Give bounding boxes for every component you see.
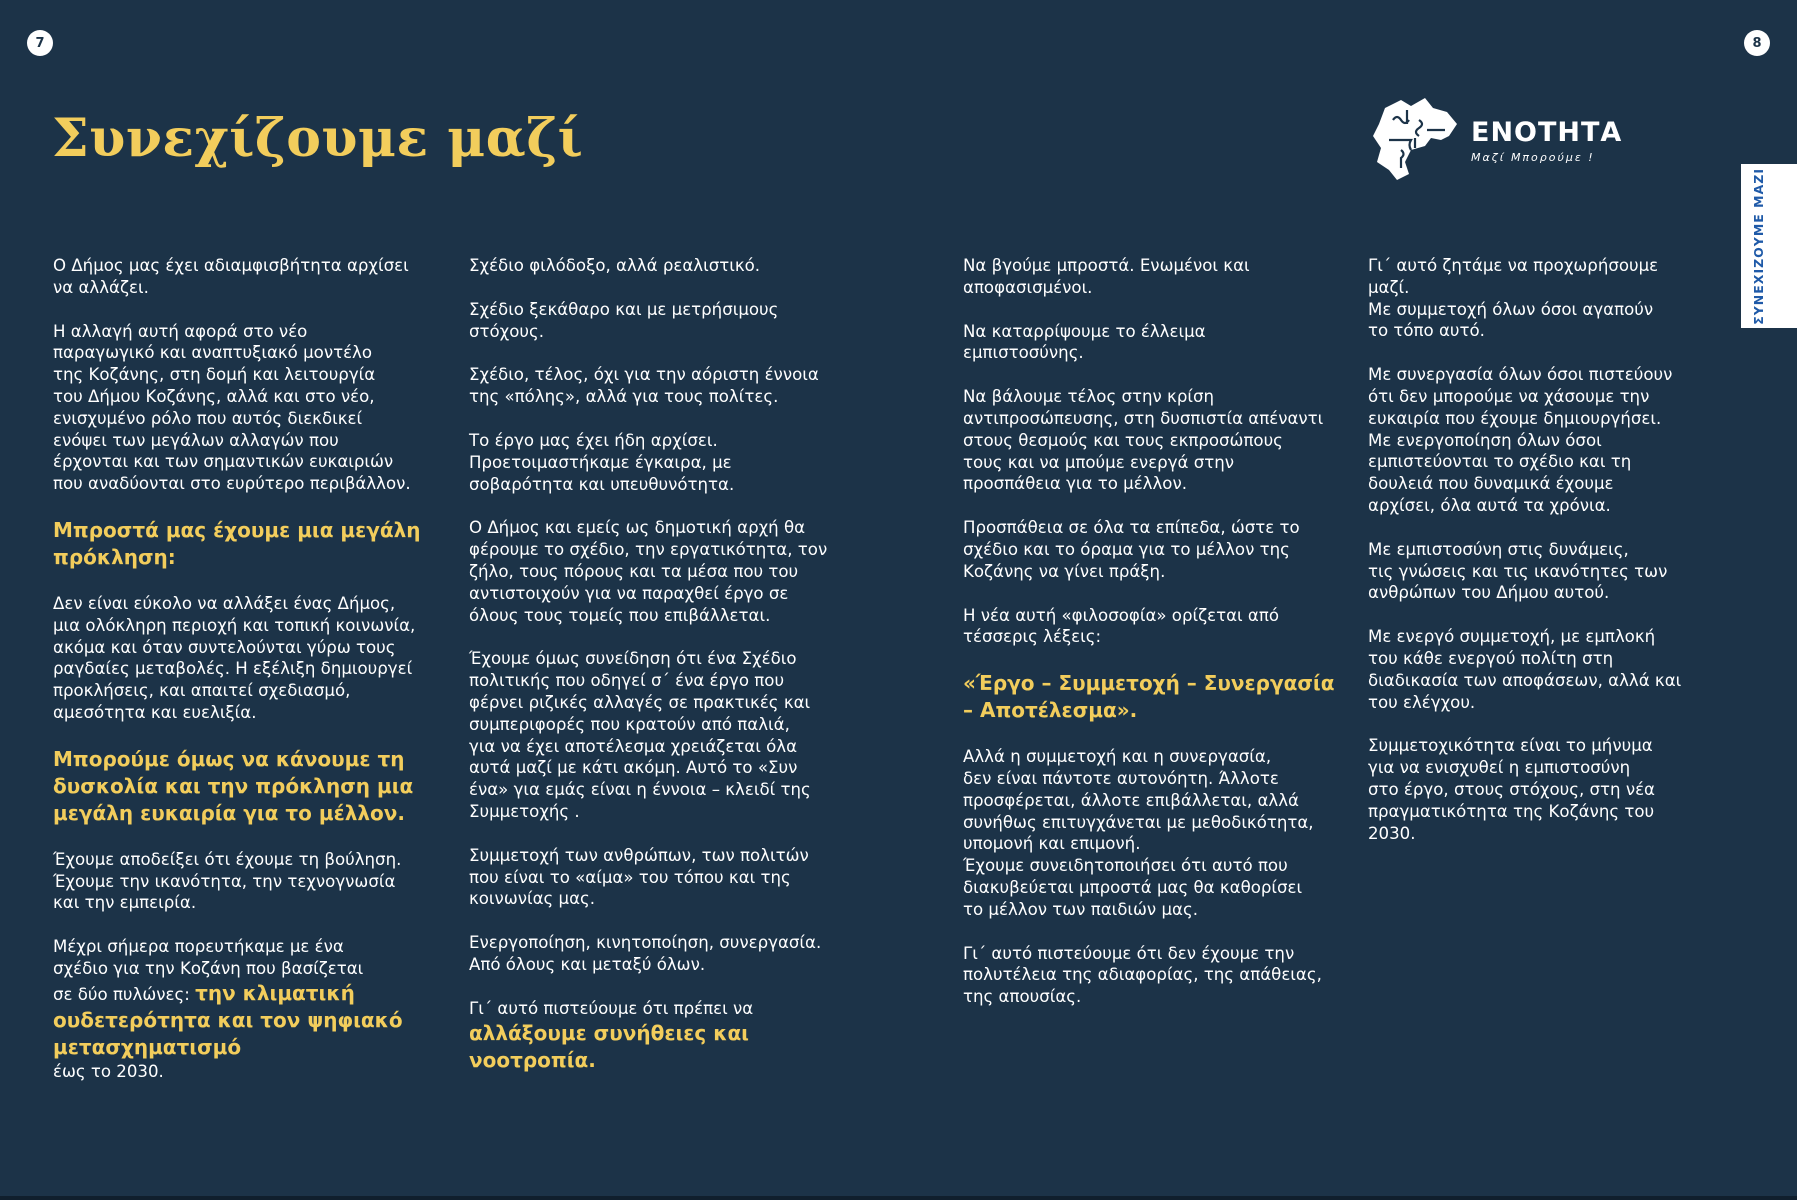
page-number-left: 7 bbox=[27, 30, 53, 56]
bottom-border bbox=[0, 1196, 1797, 1200]
paragraph: Γι΄ αυτό πιστεύουμε ότι δεν έχουμε την πολυτέλεια της αδιαφορίας, της απάθειας, της απουσίας. bbox=[963, 943, 1322, 1007]
highlight-text: την κλιματική ουδετερότητα και τον ψηφιακό μετασχηματισμό bbox=[53, 980, 403, 1059]
paragraph: Σχέδιο, τέλος, όχι για την αόριστη έννοια της «πόλης», αλλά για τους πολίτες. bbox=[469, 365, 819, 407]
paragraph: Δεν είναι εύκολο να αλλάξει ένας Δήμος, μια ολόκληρη περιοχή και τοπική κοινωνία, ακόμα και όταν συντελούνται γύρω τους ραγδαίες μεταβολές. Η εξέλιξη δημιουργεί προκλήσεις, και απαιτεί σχεδιασμό, αμεσότητα και ευελιξία. bbox=[53, 593, 416, 722]
highlight-heading: Μπροστά μας έχουμε μια μεγάλη πρόκληση: bbox=[53, 517, 421, 569]
column-3 bbox=[963, 255, 1348, 1030]
logo-name: ΕΝΟΤΗΤΑ bbox=[1471, 116, 1623, 148]
paragraph: Να καταρρίψουμε το έλλειμα εμπιστοσύνης. bbox=[963, 321, 1206, 363]
paragraph: Η αλλαγή αυτή αφορά στο νέο παραγωγικό και αναπτυξιακό μοντέλο της Κοζάνης, στη δομή και λειτουργία του Δήμου Κοζάνης, αλλά και στο νέο, ενισχυμένο ρόλο που αυτός διεκδικεί ενόψει των μεγάλων αλλαγών που έρχονται και των σημαντικών ευκαιριών που αναδύονται στο ευρύτερο περιβάλλον. bbox=[53, 321, 411, 494]
highlight-heading: «Έργο – Συμμετοχή – Συνεργασία – Αποτέλεσμα». bbox=[963, 671, 1335, 723]
logo bbox=[1367, 90, 1622, 186]
paragraph: Με ενεργό συμμετοχή, με εμπλοκή του κάθε ενεργού πολίτη στη διαδικασία των αποφάσεων, αλλά και του ελέγχου. bbox=[1368, 627, 1682, 712]
column-1 bbox=[53, 255, 438, 1105]
paragraph-with-highlight bbox=[469, 998, 859, 1074]
page-number-right: 8 bbox=[1744, 30, 1770, 56]
paragraph: Η νέα αυτή «φιλοσοφία» ορίζεται από τέσσερις λέξεις: bbox=[963, 605, 1280, 647]
page-title: Συνεχίζουμε μαζί bbox=[52, 108, 584, 169]
paragraph-with-highlight bbox=[53, 936, 438, 1082]
paragraph: Το έργο μας έχει ήδη αρχίσει. Προετοιμαστήκαμε έγκαιρα, με σοβαρότητα και υπευθυνότητα. bbox=[469, 430, 735, 494]
paragraph: Σχέδιο ξεκάθαρο και με μετρήσιμους στόχους. bbox=[469, 299, 779, 341]
column-4 bbox=[1368, 255, 1713, 866]
paragraph: Συμμετοχή των ανθρώπων, των πολιτών που είναι το «αίμα» του τόπου και της κοινωνίας μας. bbox=[469, 845, 809, 909]
paragraph: Συμμετοχικότητα είναι το μήνυμα για να ενισχυθεί η εμπιστοσύνη στο έργο, στους στόχους, στη νέα πραγματικότητα της Κοζάνης του 2030. bbox=[1368, 736, 1655, 843]
side-tab[interactable] bbox=[1741, 164, 1797, 328]
text: Μέχρι σήμερα πορευτήκαμε με ένα σχέδιο για την Κοζάνη που βασίζεται σε δύο πυλώνες: bbox=[53, 937, 364, 1004]
paragraph: Με συνεργασία όλων όσοι πιστεύουν ότι δεν μπορούμε να χάσουμε την ευκαιρία που έχουμε δημιουργήσει. Με ενεργοποίηση όλων όσοι εμπιστεύονται το σχέδιο και τη δουλειά που δυναμικά έχουμε αρχίσει, όλα αυτά τα χρόνια. bbox=[1368, 365, 1673, 515]
paragraph: Αλλά η συμμετοχή και η συνεργασία, δεν είναι πάντοτε αυτονόητη. Άλλοτε προσφέρεται, άλλοτε επιβάλλεται, αλλά συνήθως επιτυγχάνεται με μεθοδικότητα, υπομονή και επιμονή. Έχουμε συνειδητοποιήσει ότι αυτό που διακυβεύεται μπροστά μας θα καθορίσει το μέλλον των παιδιών μας. bbox=[963, 747, 1314, 919]
side-tab-label: ΣΥΝΕΧΙΖΟΥΜΕ ΜΑΖΙ bbox=[1751, 167, 1766, 325]
text: Γι΄ αυτό πιστεύουμε ότι πρέπει να bbox=[469, 998, 754, 1018]
text: έως το 2030. bbox=[53, 1061, 164, 1081]
paragraph: Ο Δήμος και εμείς ως δημοτική αρχή θα φέρουμε το σχέδιο, την εργατικότητα, τον ζήλο, τους πόρους και τα μέσα που του αντιστοιχούν για να παραχθεί έργο σε όλους τους τομείς που επιβάλλεται. bbox=[469, 518, 828, 625]
paragraph: Έχουμε όμως συνείδηση ότι ένα Σχέδιο πολιτικής που οδηγεί σ΄ ένα έργο που φέρνει ριζικές αλλαγές σε πρακτικές και συμπεριφορές που κρατούν από παλιά, για να έχει αποτέλεσμα χρειάζεται όλα αυτά μαζί με κάτι ακόμη. Αυτό το «Συν ένα» για εμάς είναι η έννοια – κλειδί της Συμμετοχής . bbox=[469, 649, 811, 821]
highlight-heading: Μπορούμε όμως να κάνουμε τη δυσκολία και την πρόκληση μια μεγάλη ευκαιρία για το μέλλον. bbox=[53, 746, 414, 825]
paragraph: Να βγούμε μπροστά. Ενωμένοι και αποφασισμένοι. bbox=[963, 256, 1250, 297]
paragraph: Προσπάθεια σε όλα τα επίπεδα, ώστε το σχέδιο και το όραμα για το μέλλον της Κοζάνης να γίνει πράξη. bbox=[963, 518, 1300, 581]
highlight-text: αλλάξουμε συνήθειες και νοοτροπία. bbox=[469, 1020, 749, 1072]
column-2 bbox=[469, 255, 859, 1096]
paragraph: Γι΄ αυτό ζητάμε να προχωρήσουμε μαζί. Με συμμετοχή όλων όσοι αγαπούν το τόπο αυτό. bbox=[1368, 256, 1659, 341]
puzzle-map-icon bbox=[1367, 90, 1463, 186]
paragraph: Με εμπιστοσύνη στις δυνάμεις, τις γνώσεις και τις ικανότητες των ανθρώπων του Δήμου αυτού. bbox=[1368, 539, 1668, 603]
paragraph: Να βάλουμε τέλος στην κρίση αντιπροσώπευσης, στη δυσπιστία απέναντι στους θεσμούς και τους εκπροσώπους τους και να μπούμε ενεργά στην προσπάθεια για το μέλλον. bbox=[963, 387, 1324, 494]
paragraph: Έχουμε αποδείξει ότι έχουμε τη βούληση. Έχουμε την ικανότητα, την τεχνογνωσία και την εμπειρία. bbox=[53, 849, 402, 913]
paragraph: Ο Δήμος μας έχει αδιαμφισβήτητα αρχίσει να αλλάζει. bbox=[53, 256, 409, 297]
logo-slogan: Μαζί Μπορούμε ! bbox=[1471, 150, 1595, 164]
paragraph: Ενεργοποίηση, κινητοποίηση, συνεργασία. Από όλους και μεταξύ όλων. bbox=[469, 933, 822, 974]
paragraph: Σχέδιο φιλόδοξο, αλλά ρεαλιστικό. bbox=[469, 256, 761, 275]
